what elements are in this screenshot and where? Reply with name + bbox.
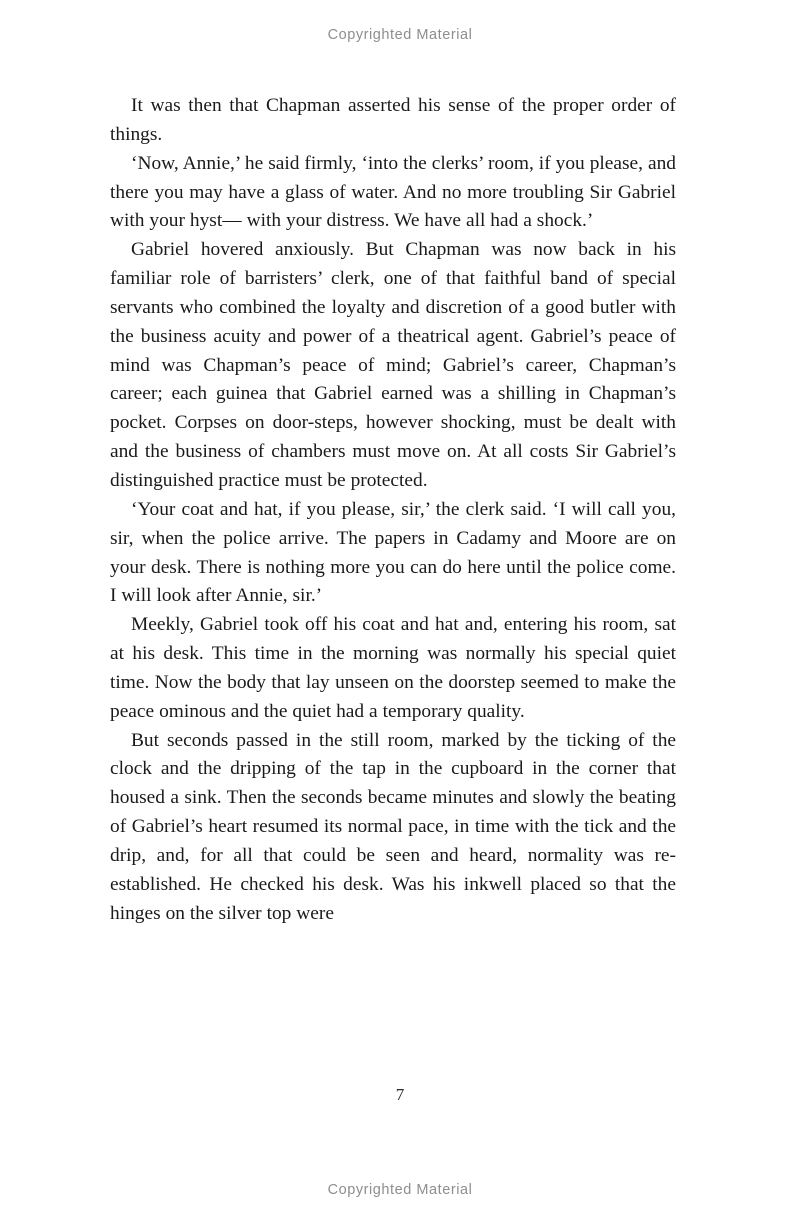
page-text-body — [110, 92, 676, 928]
paragraph: Gabriel hovered anxiously. But Chapman was now back in his familiar role of barristers’ clerk, one of that faithful band of special servants who combined the loyalty and discretion of a good butler with the business acuity and power of a theatrical agent. Gabriel’s peace of mind was Chapman’s peace of mind; Gabriel’s career, Chapman’s career; each guinea that Gabriel earned was a shilling in Chapman’s pocket. Corpses on door-steps, however shocking, must be dealt with and the business of chambers must move on. At all costs Sir Gabriel’s distinguished practice must be protected. — [110, 239, 676, 491]
paragraph: But seconds passed in the still room, marked by the ticking of the clock and the dripping of the tap in the cupboard in the corner that housed a sink. Then the seconds became minutes and slowly the beating of Gabriel’s heart resumed its normal pace, in time with the tick and the drip, and, for all that could be seen and heard, normality was re-established. He checked his desk. Was his inkwell placed so that the hinges on the silver top were — [110, 729, 676, 924]
paragraph: ‘Now, Annie,’ he said firmly, ‘into the clerks’ room, if you please, and there you may have a glass of water. And no more troubling Sir Gabriel with your hyst— with your distress. We have all had a shock.’ — [110, 152, 676, 232]
paragraph: Meekly, Gabriel took off his coat and hat and, entering his room, sat at his desk. This time in the morning was normally his special quiet time. Now the body that lay unseen on the doorstep seemed to make the peace ominous and the quiet had a temporary quality. — [110, 614, 676, 722]
page-number: 7 — [395, 1085, 405, 1104]
paragraph: ‘Your coat and hat, if you please, sir,’ the clerk said. ‘I will call you, sir, when the police arrive. The papers in Cadamy and Moore are on your desk. There is nothing more you can do here until the police come. I will look after Annie, sir.’ — [110, 498, 676, 607]
copyright-watermark-bottom: Copyrighted Material — [327, 1182, 473, 1198]
copyright-watermark-top: Copyrighted Material — [327, 27, 473, 43]
paragraph: It was then that Chapman asserted his sense of the proper order of things. — [110, 95, 676, 145]
